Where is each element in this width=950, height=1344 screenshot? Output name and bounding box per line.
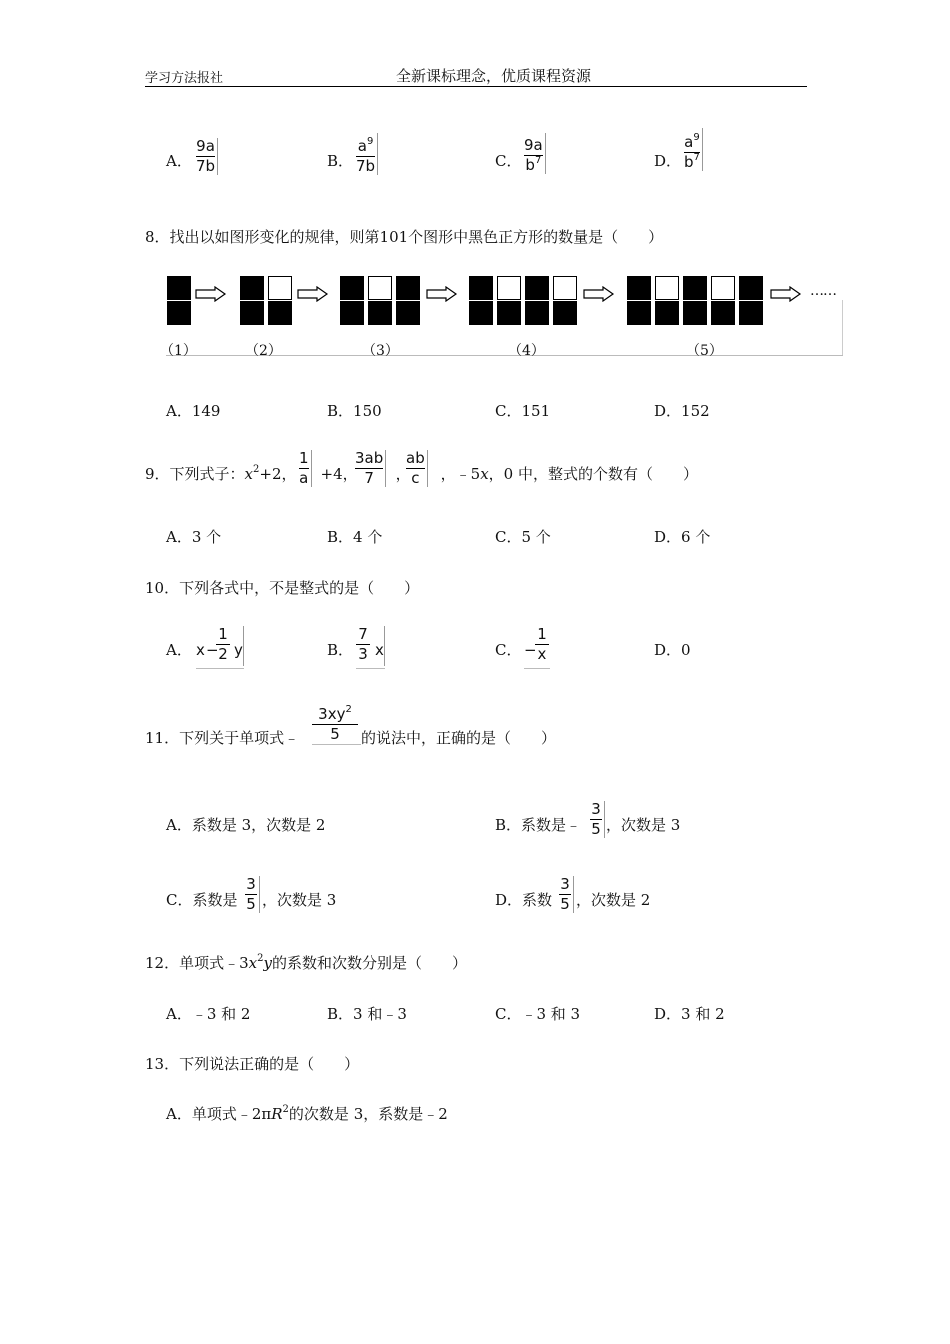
q9-fraction-ab-over-c [406,450,425,487]
black-square [469,301,493,325]
denominator: 3 [358,645,368,663]
denominator-exponent: 7 [534,155,542,166]
numerator: 9a [196,137,215,155]
q11-option-d-suffix: ，次数是 2 [576,891,651,909]
numerator: a [684,133,694,151]
exponent: 2 [257,953,264,964]
denominator: 7b [356,157,376,175]
denominator: 5 [246,895,256,913]
q12-option-d: D．3 和 2 [654,1005,725,1023]
numerator-exponent: 9 [366,136,374,147]
header-slogan: 全新课标理念，优质课程资源 [396,67,592,85]
numerator: 1 [218,625,228,643]
denominator: c [411,469,420,487]
black-square [739,276,763,300]
white-square [655,276,679,300]
q7-option-d-fraction [684,128,700,171]
figure-label-2: （2） [245,343,282,359]
q13-option-a-suffix: 的次数是 3，系数是﹣2 [288,1105,448,1123]
numerator: a [357,137,367,155]
fraction-7-over-3 [356,626,370,663]
q11-option-d-prefix: D．系数 [495,891,553,909]
q8-option-d: D．152 [654,402,710,420]
q11-option-d-fraction [559,876,571,913]
black-square [683,301,707,325]
black-square [340,276,364,300]
figure-label-3: （3） [362,343,399,359]
q10-stem: 10．下列各式中，不是整式的是（ ） [145,579,420,597]
arrow-right-icon [583,286,615,302]
q9-comma: ， [395,465,411,483]
q11-fraction [312,704,358,743]
q9-prefix: 9．下列式子： [145,465,245,483]
numerator: 7 [358,625,368,643]
q13-option-a [166,1104,448,1124]
figure-ellipsis: …… [810,283,836,299]
var-x: x [480,465,489,483]
arrow-right-icon [297,286,329,302]
numerator: 3ab [355,449,384,467]
q11-option-b-fraction [590,801,602,838]
header-publisher: 学习方法报社 [145,71,224,86]
q12-stem [145,953,467,973]
q9-fraction-1-over-a [299,450,309,487]
q9-suffix: ，0 中，整式的个数有（ ） [488,465,698,483]
q9-minus-5: ，﹣5 [440,465,481,483]
q7-option-c-label: C． [495,152,522,170]
black-square [167,301,191,325]
denominator: a [299,469,309,487]
q11-stem-suffix: 的说法中，正确的是（ ） [361,729,557,747]
fraction-1-over-x [535,626,549,663]
q11-option-c-suffix: ，次数是 3 [262,891,337,909]
white-square [368,276,392,300]
exponent: 2 [253,464,260,475]
black-square [368,301,392,325]
q10-option-d: D．0 [654,641,691,659]
black-square [711,301,735,325]
q8-option-a: A．149 [166,402,221,420]
q8-option-c: C．151 [495,402,551,420]
q7-option-b-label: B． [327,152,354,170]
q11-option-b-suffix: ，次数是 3 [606,816,681,834]
q11-option-c-prefix: C．系数是 [166,891,238,909]
q9-option-c: C．5 个 [495,528,551,546]
header-rule [145,86,807,87]
black-square [627,276,651,300]
white-square [497,276,521,300]
denominator: 5 [591,820,601,838]
q8-stem: 8．找出以如图形变化的规律，则第101个图形中黑色正方形的数量是（ ） [145,228,664,246]
white-square [711,276,735,300]
q12-option-c: C．﹣3 和 3 [495,1005,581,1023]
numerator: 1 [299,449,309,467]
numerator-exponent: 9 [693,132,700,143]
arrow-right-icon [426,286,458,302]
black-square [525,276,549,300]
minus-sign: − [206,641,219,659]
numerator: 3 [246,875,256,893]
numerator: 9a [524,136,543,154]
q7-option-a-label: A． [166,152,192,170]
q12-option-b: B．3 和﹣3 [327,1005,407,1023]
q11-option-b-prefix: B．系数是﹣ [495,816,582,834]
var-y: y [234,641,243,659]
black-square [739,301,763,325]
numerator: 3 [560,875,570,893]
q12-prefix: 12．单项式﹣3 [145,954,249,972]
q9-plus-4: +4， [320,465,358,483]
arrow-right-icon [195,286,227,302]
q8-option-b: B．150 [327,402,382,420]
q12-option-a: A．﹣3 和 2 [166,1005,251,1023]
white-square [268,276,292,300]
black-square [240,276,264,300]
exponent: 2 [282,1104,289,1115]
figure-label-5: （5） [686,343,723,359]
white-square [553,276,577,300]
denominator-exponent: 7 [693,152,700,163]
black-square [396,301,420,325]
black-square [268,301,292,325]
q9-fraction-3ab-over-7 [355,450,383,487]
q7-option-a-fraction [196,138,215,175]
var-x: x [375,641,384,659]
numerator: ab [406,449,425,467]
denominator: 2 [218,645,228,663]
denominator: x [537,645,547,663]
var-x: x [244,465,254,483]
q11-option-a: A．系数是 3，次数是 2 [166,816,326,834]
black-square [340,301,364,325]
q7-option-d-label: D． [654,152,682,170]
q10-option-c-label: C． [495,641,522,659]
q9-option-a: A．3 个 [166,528,222,546]
denominator: 5 [330,725,340,743]
arrow-right-icon [770,286,802,302]
black-square [525,301,549,325]
q11-option-c-fraction [245,876,257,913]
q7-option-c-fraction [524,133,543,174]
black-square [497,301,521,325]
denominator: b [684,153,694,171]
black-square [553,301,577,325]
q9-plus-2: +2， [259,465,297,483]
figure-label-4: （4） [508,343,545,359]
q9-option-d: D．6 个 [654,528,711,546]
figure-edge [842,300,843,355]
black-square [396,276,420,300]
denominator: 7 [364,469,374,487]
denominator: b [525,156,535,174]
black-square [683,276,707,300]
black-square [240,301,264,325]
q7-option-b-fraction [356,133,375,175]
fraction-1-over-2 [216,626,230,663]
minus-sign: − [524,641,537,659]
q10-option-a-label: A． [166,641,192,659]
numerator: 3xy [318,705,346,723]
var-r: R [271,1105,283,1123]
black-square [167,276,191,300]
var-x: x [196,641,205,659]
q13-option-a-prefix: A．单项式﹣2π [166,1105,272,1123]
black-square [469,276,493,300]
numerator-exponent: 2 [345,704,352,715]
q13-stem: 13．下列说法正确的是（ ） [145,1055,360,1073]
black-square [655,301,679,325]
numerator: 3 [591,800,601,818]
var-y: y [263,954,272,972]
var-x: x [248,954,258,972]
q10-option-b-label: B． [327,641,354,659]
black-square [627,301,651,325]
q11-stem-prefix: 11．下列关于单项式﹣ [145,729,300,747]
denominator: 7b [196,157,216,175]
numerator: 1 [537,625,547,643]
q12-suffix: 的系数和次数分别是（ ） [271,954,467,972]
denominator: 5 [560,895,570,913]
q9-option-b: B．4 个 [327,528,383,546]
figure-label-1: （1） [160,343,197,359]
